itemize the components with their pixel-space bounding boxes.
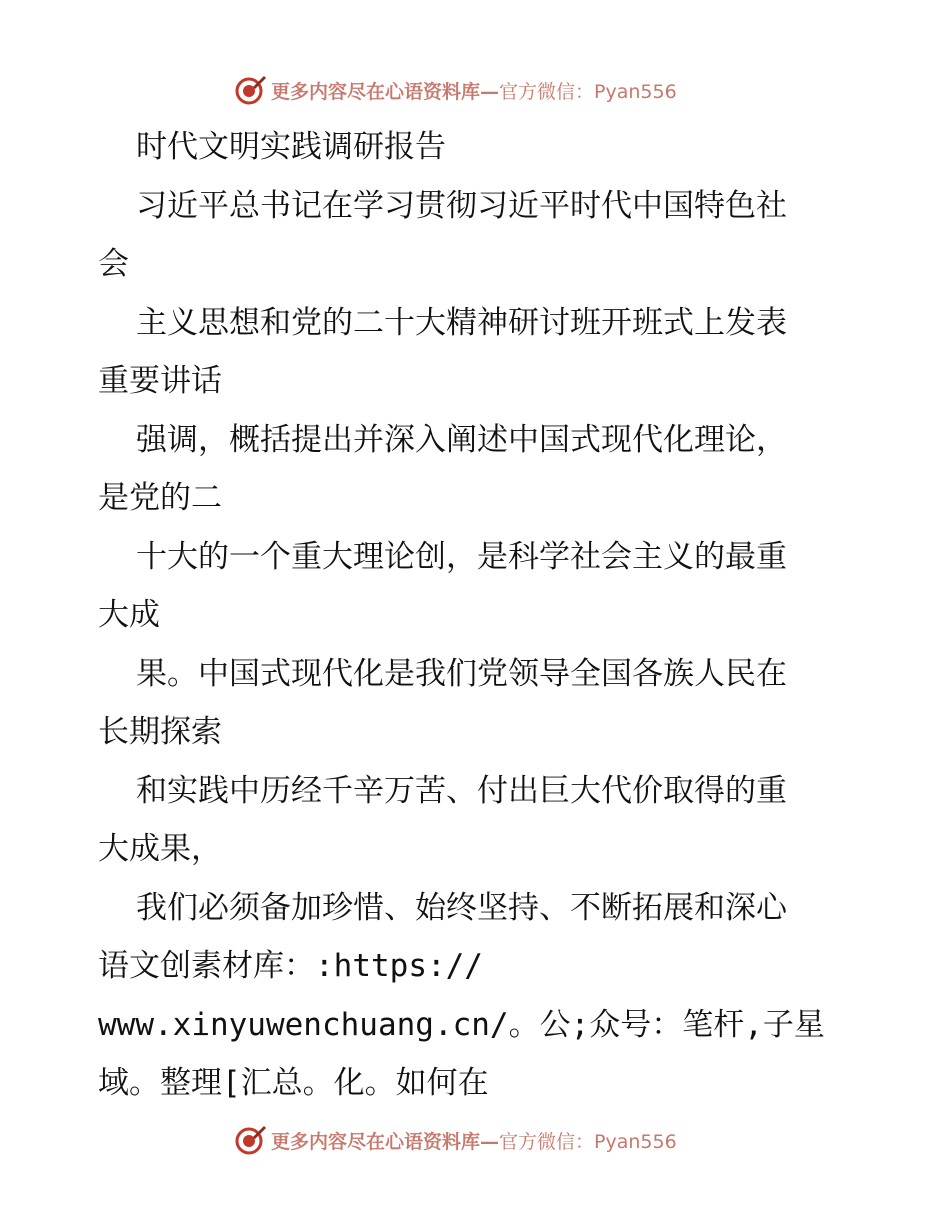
doc-line: 十大的一个重大理论创，是科学社会主义的最重: [136, 538, 787, 575]
header-banner-title: 更多内容尽在心语资料库—: [271, 80, 500, 103]
doc-line: 是党的二: [98, 480, 222, 516]
doc-line: 习近平总书记在学习贯彻习近平时代中国特色社: [136, 187, 787, 224]
pen-logo-icon: [233, 1123, 267, 1157]
doc-line: 我们必须备加珍惜、始终坚持、不断拓展和深心: [136, 889, 787, 926]
footer-banner-text: [271, 1127, 677, 1154]
footer-banner: [233, 1122, 677, 1158]
doc-line-url: www.xinyuwenchuang.cn/。公;众号：笔杆,子星: [98, 1006, 825, 1043]
doc-line: 长期探索: [98, 714, 222, 750]
footer-banner-title: 更多内容尽在心语资料库—: [271, 1130, 500, 1153]
doc-line: 果。中国式现代化是我们党领导全国各族人民在: [136, 655, 787, 692]
header-banner-wechat: 官方微信：Pyan556: [499, 80, 677, 103]
doc-line: 语文创素材库：:https://: [98, 948, 483, 984]
doc-line: 大成果，: [98, 831, 222, 867]
doc-line: 强调，概括提出并深入阐述中国式现代化理论，: [136, 421, 787, 458]
footer-banner-wechat: 官方微信：Pyan556: [499, 1130, 677, 1153]
doc-line: 域。整理[汇总。化。如何在: [98, 1065, 489, 1101]
header-banner-text: [271, 77, 677, 104]
doc-line: 会: [98, 246, 129, 282]
pen-logo-icon: [233, 73, 267, 107]
doc-line: 主义思想和党的二十大精神研讨班开班式上发表: [136, 304, 787, 341]
document-body: [98, 118, 858, 1113]
header-banner: [233, 72, 677, 108]
doc-line: 重要讲话: [98, 363, 222, 399]
doc-line: 和实践中历经千辛万苦、付出巨大代价取得的重: [136, 772, 787, 809]
doc-title: 时代文明实践调研报告: [136, 129, 446, 165]
doc-line: 大成: [98, 597, 160, 633]
